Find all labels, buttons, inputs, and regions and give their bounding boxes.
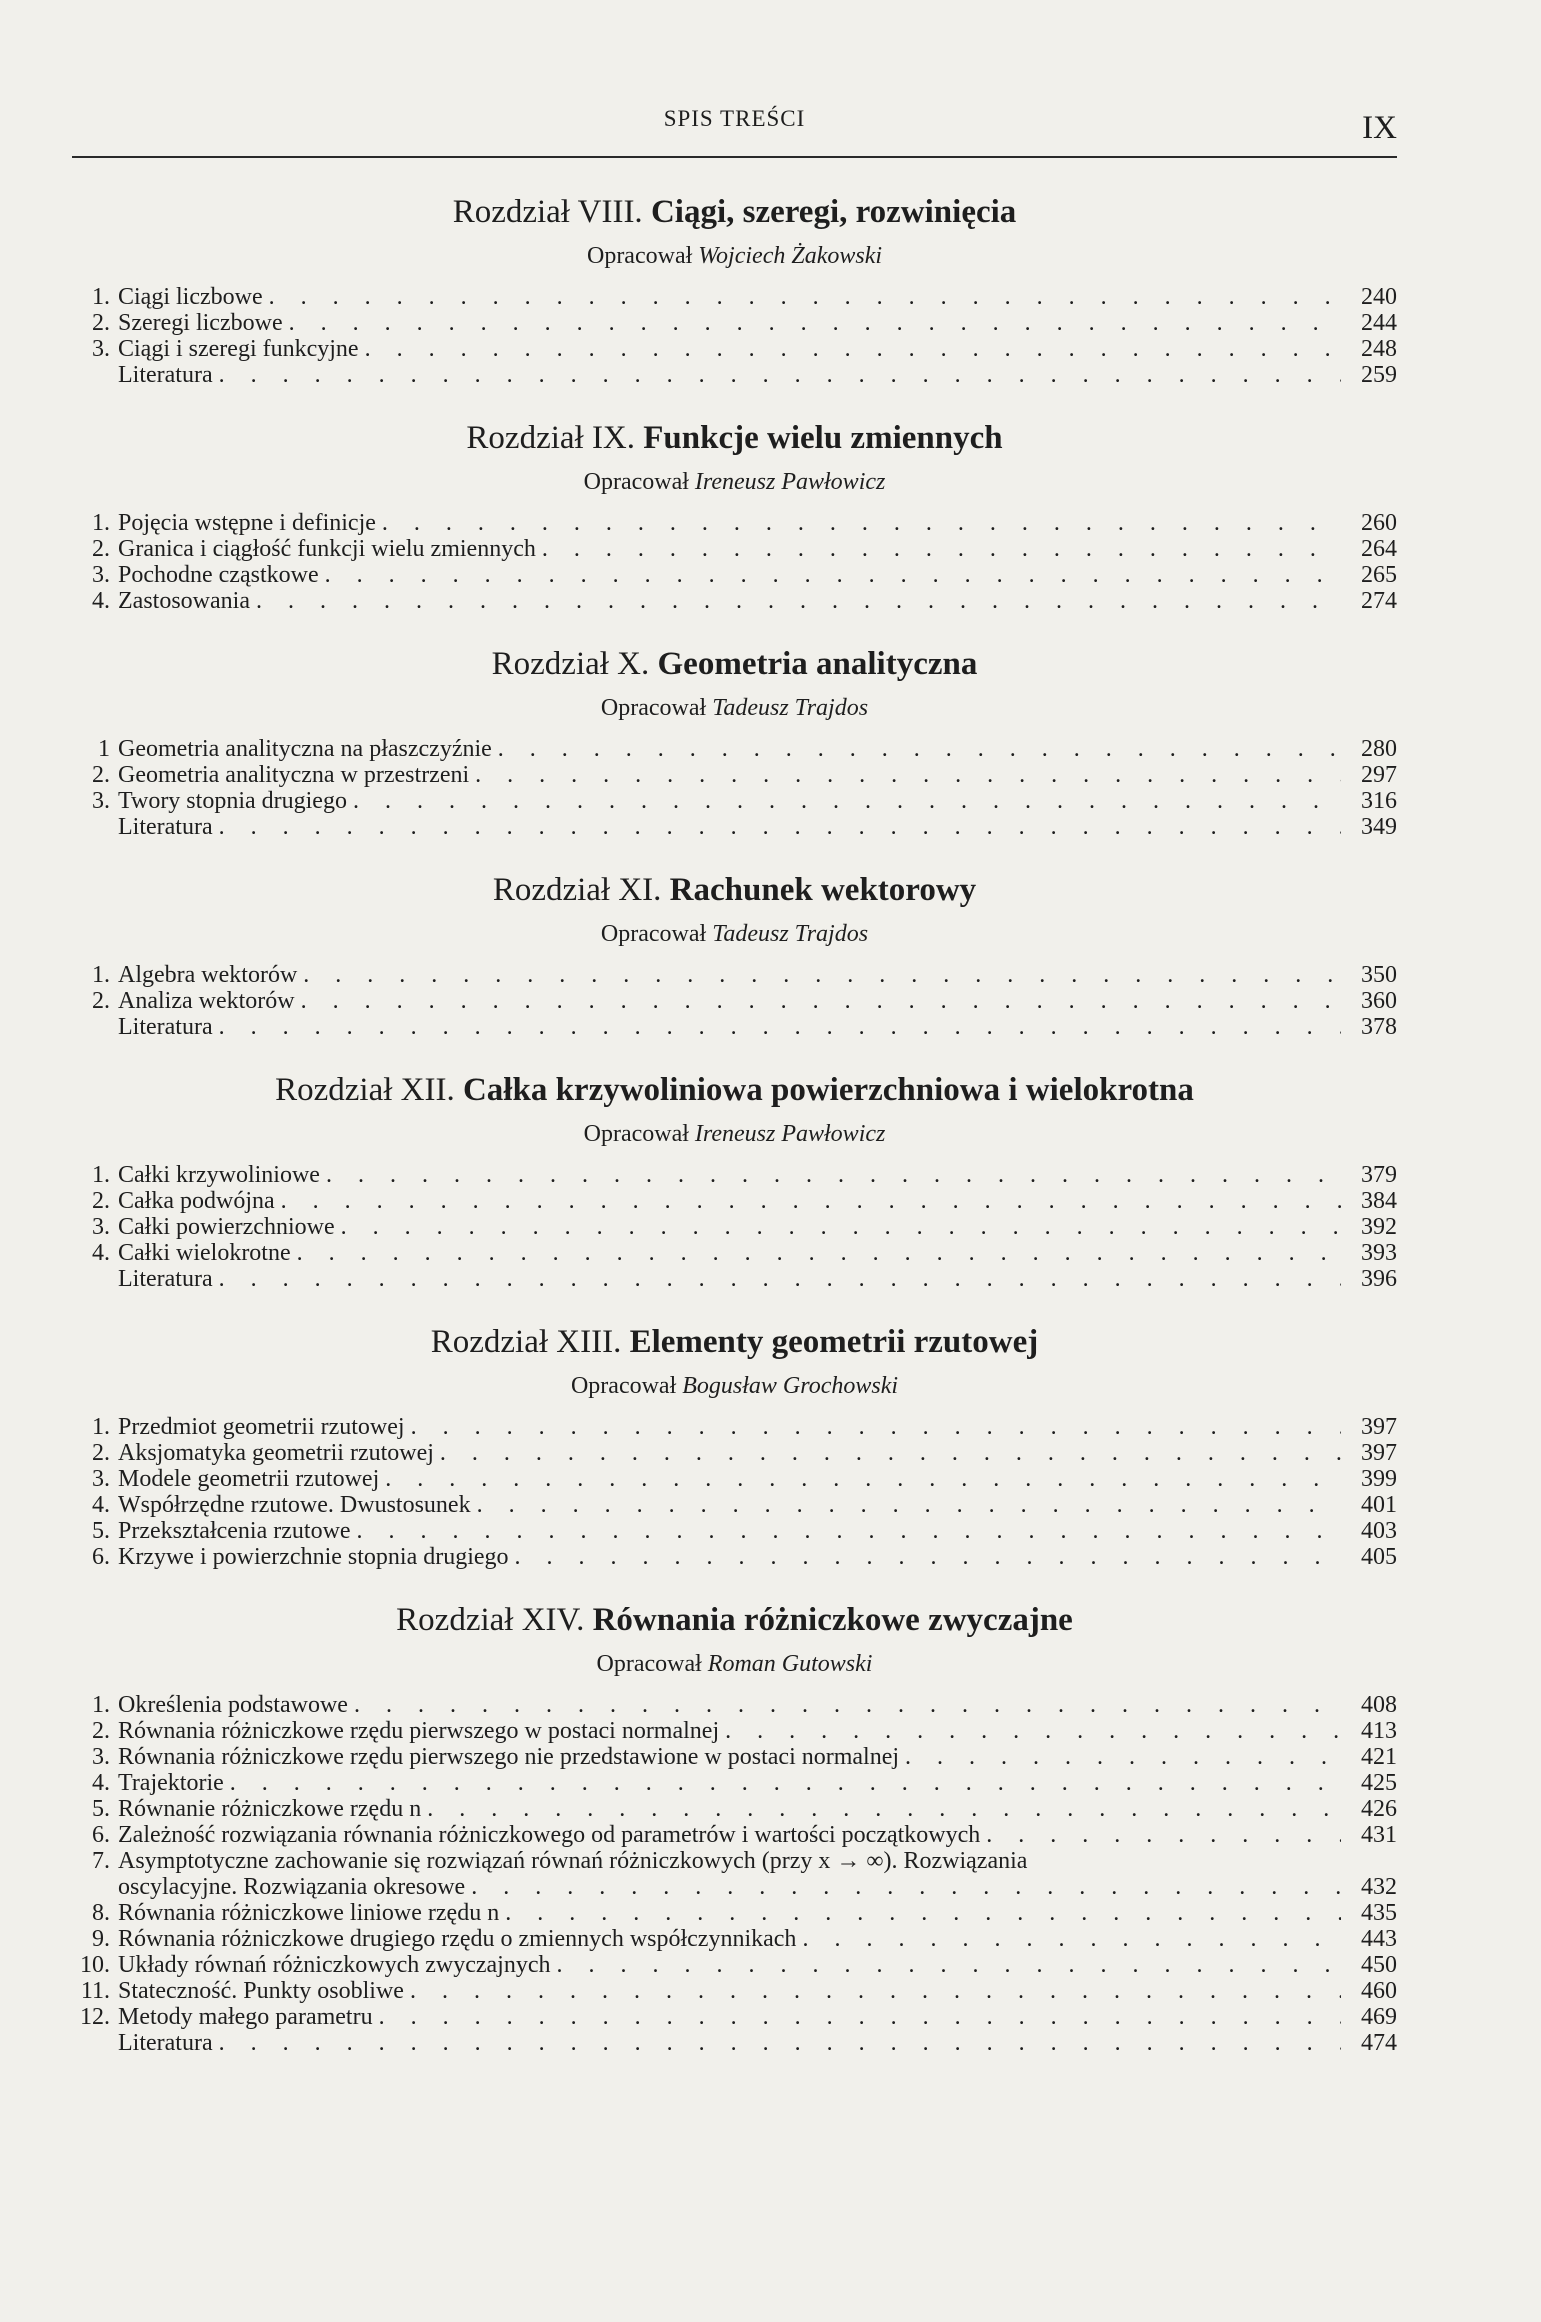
toc-entry — [72, 1214, 1397, 1240]
toc-entry — [72, 1466, 1397, 1492]
entry-number: 1. — [92, 1414, 110, 1440]
entry-title: Ciągi i szeregi funkcyjne — [118, 336, 359, 362]
entry-number: 1. — [92, 510, 110, 536]
author-prefix: Opracował — [586, 243, 693, 269]
toc-entry — [72, 1414, 1397, 1440]
toc-entry — [72, 1848, 1397, 1874]
entry-title: Równania różniczkowe drugiego rzędu o zmiennych współczynnikach — [118, 1926, 797, 1952]
author-name: Ireneusz Pawłowicz — [694, 1121, 886, 1147]
entry-number: 3. — [92, 1466, 110, 1492]
entry-list — [72, 736, 1397, 840]
entry-page: 431 — [1361, 1822, 1397, 1848]
toc-entry — [72, 988, 1397, 1014]
dot-leader — [471, 1874, 1341, 1900]
entry-title: Analiza wektorów — [118, 988, 295, 1014]
dot-leader — [410, 1978, 1341, 2004]
chapter-name: Całka krzywoliniowa powierzchniowa i wielokrotna — [462, 1072, 1194, 1108]
page-number: IX — [1362, 110, 1397, 146]
entry-title: Geometria analityczna w przestrzeni — [118, 762, 470, 788]
toc-entry — [72, 1978, 1397, 2004]
chapter-title — [72, 1600, 1397, 1640]
entry-page: 435 — [1361, 1900, 1397, 1926]
dot-leader — [498, 736, 1341, 762]
entry-page: 396 — [1361, 1266, 1397, 1292]
chapter-section — [72, 192, 1397, 388]
toc-entry — [72, 1014, 1397, 1040]
entry-page: 379 — [1361, 1162, 1397, 1188]
toc-entry — [72, 1900, 1397, 1926]
entry-title: Szeregi liczbowe — [118, 310, 283, 336]
entry-page: 378 — [1361, 1014, 1397, 1040]
chapter-section — [72, 418, 1397, 614]
entry-title-continuation: oscylacyjne. Rozwiązania okresowe — [118, 1874, 466, 1900]
entry-page: 403 — [1361, 1518, 1397, 1544]
entry-page: 350 — [1361, 962, 1397, 988]
chapter-label: Rozdział IX. — [466, 420, 636, 456]
entry-list — [72, 962, 1397, 1040]
entry-number: 3. — [92, 562, 110, 588]
entry-number: 2. — [92, 310, 110, 336]
entry-title: Literatura — [118, 1266, 213, 1292]
entry-page: 405 — [1361, 1544, 1397, 1570]
toc-entry-continuation — [72, 1874, 1397, 1900]
entry-title: Twory stopnia drugiego — [118, 788, 347, 814]
toc-entry — [72, 588, 1397, 614]
chapter-name: Równania różniczkowe zwyczajne — [592, 1602, 1073, 1638]
toc-entry — [72, 1926, 1397, 1952]
entry-page: 421 — [1361, 1744, 1397, 1770]
dot-leader — [515, 1544, 1341, 1570]
entry-page: 265 — [1361, 562, 1397, 588]
entry-number: 2. — [92, 1718, 110, 1744]
chapter-title — [72, 1070, 1397, 1110]
author-prefix: Opracował — [570, 1373, 677, 1399]
dot-leader — [505, 1900, 1341, 1926]
entry-title: Literatura — [118, 814, 213, 840]
entry-page: 260 — [1361, 510, 1397, 536]
author-prefix: Opracował — [583, 469, 689, 495]
author-prefix: Opracował — [600, 921, 707, 947]
chapter-label: Rozdział XI. — [492, 872, 662, 908]
dot-leader — [379, 2004, 1341, 2030]
entry-page: 244 — [1361, 310, 1397, 336]
entry-title: Literatura — [118, 362, 213, 388]
chapter-section — [72, 644, 1397, 840]
toc-entry — [72, 1544, 1397, 1570]
chapter-label: Rozdział VIII. — [452, 194, 643, 230]
entry-title: Algebra wektorów — [118, 962, 298, 988]
table-of-contents — [72, 192, 1397, 2086]
entry-title: Literatura — [118, 2030, 213, 2056]
toc-entry — [72, 1952, 1397, 1978]
dot-leader — [219, 362, 1341, 388]
entry-page: 474 — [1361, 2030, 1397, 2056]
entry-list — [72, 1692, 1397, 2056]
toc-entry — [72, 284, 1397, 310]
toc-entry — [72, 736, 1397, 762]
author-name: Roman Gutowski — [707, 1651, 873, 1677]
author-name: Ireneusz Pawłowicz — [694, 469, 886, 495]
dot-leader — [341, 1214, 1341, 1240]
dot-leader — [219, 1266, 1341, 1292]
entry-page: 264 — [1361, 536, 1397, 562]
entry-number: 1. — [92, 962, 110, 988]
author-prefix: Opracował — [596, 1651, 702, 1677]
chapter-name: Geometria analityczna — [657, 646, 978, 682]
entry-page: 259 — [1361, 362, 1397, 388]
entry-title: Zależność rozwiązania równania różniczkowego od parametrów i wartości początkowych — [118, 1822, 981, 1848]
chapter-section — [72, 1070, 1397, 1292]
entry-page: 274 — [1361, 588, 1397, 614]
dot-leader — [725, 1718, 1341, 1744]
entry-title: Całki powierzchniowe — [118, 1214, 335, 1240]
entry-title: Przekształcenia rzutowe — [118, 1518, 351, 1544]
dot-leader — [303, 962, 1341, 988]
entry-number: 9. — [92, 1926, 110, 1952]
entry-page: 450 — [1361, 1952, 1397, 1978]
entry-number: 4. — [92, 1770, 110, 1796]
dot-leader — [802, 1926, 1341, 1952]
toc-entry — [72, 362, 1397, 388]
entry-page: 397 — [1361, 1440, 1397, 1466]
dot-leader — [542, 536, 1341, 562]
toc-entry — [72, 1162, 1397, 1188]
entry-title: Krzywe i powierzchnie stopnia drugiego — [118, 1544, 509, 1570]
dot-leader — [256, 588, 1341, 614]
chapter-name: Funkcje wielu zmiennych — [643, 420, 1003, 456]
toc-entry — [72, 2030, 1397, 2056]
dot-leader — [365, 336, 1341, 362]
dot-leader — [385, 1466, 1341, 1492]
entry-title: Asymptotyczne zachowanie się rozwiązań równań różniczkowych (przy x → ∞). Rozwiązania — [118, 1848, 1028, 1874]
dot-leader — [382, 510, 1341, 536]
entry-title: Równanie różniczkowe rzędu n — [118, 1796, 422, 1822]
entry-page: 240 — [1361, 284, 1397, 310]
entry-number: 11. — [80, 1978, 110, 2004]
entry-title: Pochodne cząstkowe — [118, 562, 319, 588]
dot-leader — [557, 1952, 1342, 1978]
entry-title: Całka podwójna — [118, 1188, 275, 1214]
entry-page: 316 — [1361, 788, 1397, 814]
entry-page: 426 — [1361, 1796, 1397, 1822]
dot-leader — [427, 1796, 1341, 1822]
author-line — [72, 468, 1397, 496]
entry-number: 2. — [92, 762, 110, 788]
author-prefix: Opracował — [600, 695, 707, 721]
entry-title: Aksjomatyka geometrii rzutowej — [118, 1440, 434, 1466]
dot-leader — [297, 1240, 1341, 1266]
chapter-title — [72, 192, 1397, 232]
dot-leader — [301, 988, 1341, 1014]
entry-number: 3. — [92, 1744, 110, 1770]
entry-title: Geometria analityczna na płaszczyźnie — [118, 736, 492, 762]
entry-title: Równania różniczkowe rzędu pierwszego nie przedstawione w postaci normalnej — [118, 1744, 900, 1770]
entry-title: Literatura — [118, 1014, 213, 1040]
toc-entry — [72, 788, 1397, 814]
dot-leader — [325, 562, 1341, 588]
entry-title: Całki krzywoliniowe — [118, 1162, 320, 1188]
toc-entry — [72, 2004, 1397, 2030]
chapter-section — [72, 1600, 1397, 2056]
dot-leader — [289, 310, 1341, 336]
dot-leader — [357, 1518, 1341, 1544]
entry-number: 2. — [92, 1188, 110, 1214]
author-line — [72, 1372, 1397, 1400]
dot-leader — [354, 1692, 1341, 1718]
entry-number: 1. — [92, 1692, 110, 1718]
toc-entry — [72, 1770, 1397, 1796]
toc-entry — [72, 1492, 1397, 1518]
entry-page: 469 — [1361, 2004, 1397, 2030]
entry-title: Przedmiot geometrii rzutowej — [118, 1414, 405, 1440]
toc-entry — [72, 510, 1397, 536]
toc-entry — [72, 562, 1397, 588]
entry-number: 5. — [92, 1796, 110, 1822]
dot-leader — [219, 814, 1341, 840]
entry-number: 6. — [92, 1822, 110, 1848]
author-name: Tadeusz Trajdos — [712, 695, 869, 721]
entry-title: Układy równań różniczkowych zwyczajnych — [118, 1952, 551, 1978]
entry-page: 425 — [1361, 1770, 1397, 1796]
entry-number: 7. — [92, 1848, 110, 1874]
chapter-section — [72, 870, 1397, 1040]
entry-number: 5. — [92, 1518, 110, 1544]
entry-title: Metody małego parametru — [118, 2004, 373, 2030]
author-line — [72, 242, 1397, 270]
chapter-name: Rachunek wektorowy — [669, 872, 977, 908]
dot-leader — [477, 1492, 1341, 1518]
entry-number: 1. — [92, 284, 110, 310]
author-name: Wojciech Żakowski — [698, 243, 883, 269]
chapter-name: Ciągi, szeregi, rozwinięcia — [650, 194, 1017, 230]
toc-entry — [72, 962, 1397, 988]
entry-page: 401 — [1361, 1492, 1397, 1518]
author-line — [72, 1650, 1397, 1678]
entry-page: 432 — [1361, 1874, 1397, 1900]
dot-leader — [440, 1440, 1341, 1466]
entry-number: 8. — [92, 1900, 110, 1926]
chapter-title — [72, 870, 1397, 910]
entry-number: 4. — [92, 1240, 110, 1266]
toc-entry — [72, 1440, 1397, 1466]
entry-title: Ciągi liczbowe — [118, 284, 263, 310]
chapter-section — [72, 1322, 1397, 1570]
toc-entry — [72, 1188, 1397, 1214]
dot-leader — [269, 284, 1341, 310]
entry-page: 460 — [1361, 1978, 1397, 2004]
entry-number: 2. — [92, 1440, 110, 1466]
running-title: SPIS TREŚCI — [663, 106, 806, 131]
author-line — [72, 920, 1397, 948]
entry-page: 248 — [1361, 336, 1397, 362]
toc-entry — [72, 1266, 1397, 1292]
toc-entry — [72, 310, 1397, 336]
entry-page: 443 — [1361, 1926, 1397, 1952]
toc-entry — [72, 1692, 1397, 1718]
entry-number: 3. — [92, 336, 110, 362]
toc-entry — [72, 1240, 1397, 1266]
author-name: Tadeusz Trajdos — [712, 921, 869, 947]
entry-list — [72, 1414, 1397, 1570]
chapter-title — [72, 418, 1397, 458]
toc-entry — [72, 1518, 1397, 1544]
toc-entry — [72, 814, 1397, 840]
dot-leader — [219, 1014, 1341, 1040]
entry-number: 3. — [92, 788, 110, 814]
entry-list — [72, 284, 1397, 388]
toc-entry — [72, 1718, 1397, 1744]
entry-page: 413 — [1361, 1718, 1397, 1744]
page-header — [72, 106, 1397, 158]
entry-number: 6. — [92, 1544, 110, 1570]
entry-title: Całki wielokrotne — [118, 1240, 291, 1266]
entry-page: 280 — [1361, 736, 1397, 762]
entry-title: Stateczność. Punkty osobliwe — [118, 1978, 404, 2004]
entry-page: 399 — [1361, 1466, 1397, 1492]
entry-title: Współrzędne rzutowe. Dwustosunek — [118, 1492, 471, 1518]
chapter-label: Rozdział XIV. — [396, 1602, 585, 1638]
entry-page: 360 — [1361, 988, 1397, 1014]
entry-title: Modele geometrii rzutowej — [118, 1466, 380, 1492]
toc-entry — [72, 336, 1397, 362]
entry-page: 408 — [1361, 1692, 1397, 1718]
author-line — [72, 694, 1397, 722]
entry-number: 1 — [98, 736, 110, 762]
entry-title: Granica i ciągłość funkcji wielu zmiennych — [118, 536, 536, 562]
dot-leader — [986, 1822, 1341, 1848]
chapter-label: Rozdział X. — [491, 646, 650, 682]
dot-leader — [219, 2030, 1341, 2056]
entry-list — [72, 510, 1397, 614]
entry-number: 3. — [92, 1214, 110, 1240]
dot-leader — [475, 762, 1341, 788]
dot-leader — [326, 1162, 1341, 1188]
toc-entry — [72, 536, 1397, 562]
dot-leader — [411, 1414, 1341, 1440]
entry-number: 4. — [92, 588, 110, 614]
dot-leader — [230, 1770, 1341, 1796]
entry-page: 297 — [1361, 762, 1397, 788]
author-line — [72, 1120, 1397, 1148]
entry-page: 349 — [1361, 814, 1397, 840]
entry-page: 393 — [1361, 1240, 1397, 1266]
entry-number: 1. — [92, 1162, 110, 1188]
toc-entry — [72, 1796, 1397, 1822]
dot-leader — [353, 788, 1341, 814]
entry-title: Zastosowania — [118, 588, 250, 614]
entry-number: 10. — [80, 1952, 110, 1978]
entry-list — [72, 1162, 1397, 1292]
chapter-title — [72, 644, 1397, 684]
entry-title: Określenia podstawowe — [118, 1692, 348, 1718]
author-name: Bogusław Grochowski — [682, 1373, 899, 1399]
entry-title: Trajektorie — [118, 1770, 224, 1796]
entry-page: 397 — [1361, 1414, 1397, 1440]
entry-title: Równania różniczkowe rzędu pierwszego w postaci normalnej — [118, 1718, 720, 1744]
entry-number: 2. — [92, 988, 110, 1014]
toc-entry — [72, 1744, 1397, 1770]
toc-entry — [72, 762, 1397, 788]
chapter-label: Rozdział XII. — [275, 1072, 455, 1108]
chapter-label: Rozdział XIII. — [430, 1324, 622, 1360]
toc-entry — [72, 1822, 1397, 1848]
entry-number: 4. — [92, 1492, 110, 1518]
chapter-title — [72, 1322, 1397, 1362]
entry-page: 384 — [1361, 1188, 1397, 1214]
dot-leader — [281, 1188, 1341, 1214]
entry-title: Równania różniczkowe liniowe rzędu n — [118, 1900, 500, 1926]
chapter-name: Elementy geometrii rzutowej — [629, 1324, 1039, 1360]
author-prefix: Opracował — [583, 1121, 689, 1147]
entry-title: Pojęcia wstępne i definicje — [118, 510, 376, 536]
dot-leader — [905, 1744, 1341, 1770]
entry-number: 2. — [92, 536, 110, 562]
entry-number: 12. — [80, 2004, 110, 2030]
entry-page: 392 — [1361, 1214, 1397, 1240]
